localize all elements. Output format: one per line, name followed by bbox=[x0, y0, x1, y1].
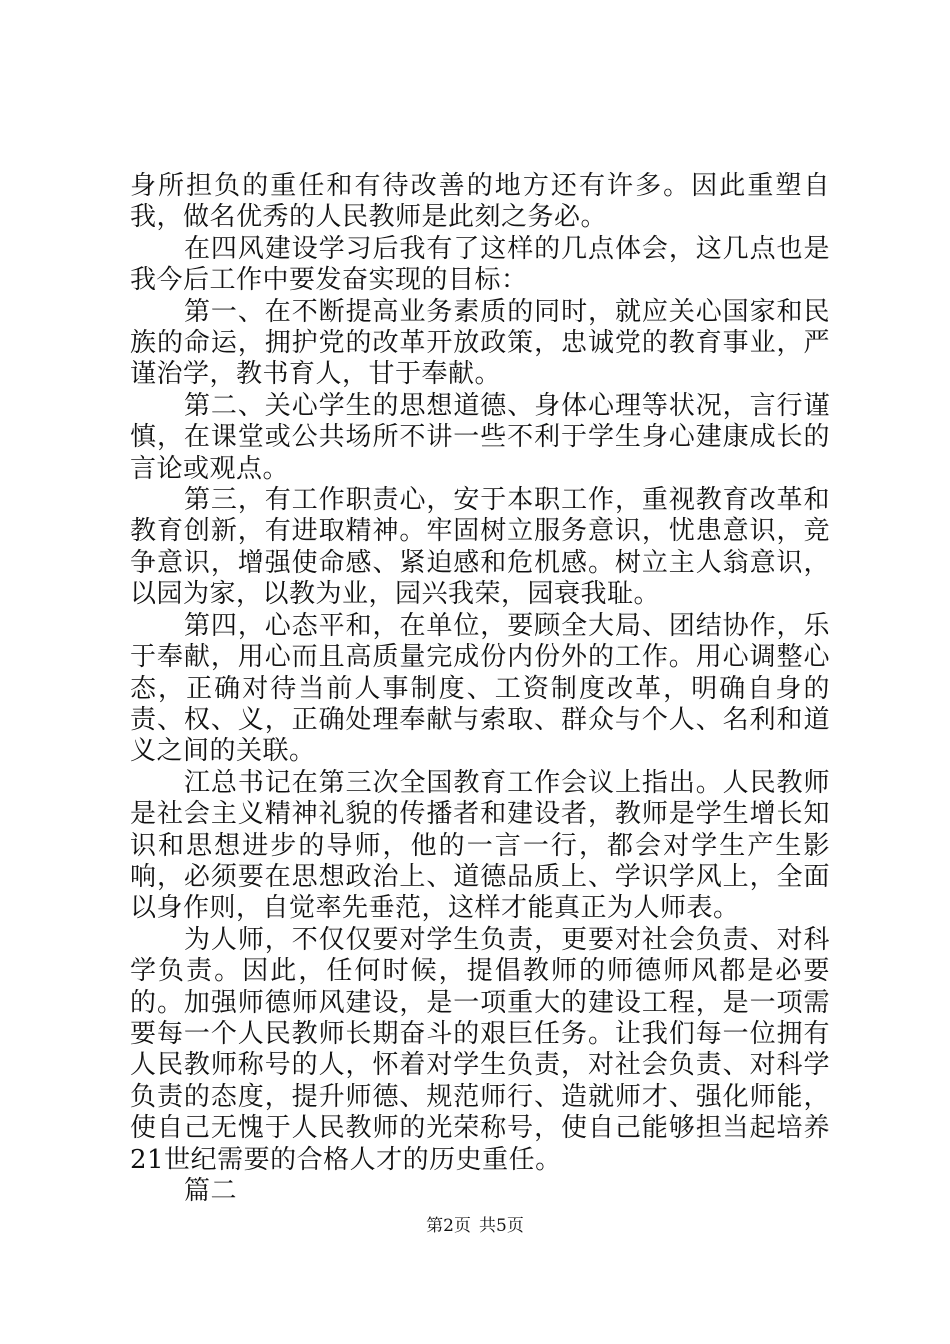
section-heading: 篇二 bbox=[184, 1176, 238, 1206]
page-footer bbox=[0, 1216, 950, 1236]
document-body bbox=[130, 171, 830, 1207]
paragraph-point-three: 第三，有工作职责心，安于本职工作，重视教育改革和教育创新，有进取精神。牢固树立服务意识，忧患意识，竞争意识，增强使命感、紧迫感和危机感。树立主人翁意识，以园为家，以教为业，园兴我荣，园衰我耻。 bbox=[130, 485, 830, 610]
paragraph-point-four: 第四，心态平和，在单位，要顾全大局、团结协作，乐于奉献，用心而且高质量完成份内份外的工作。用心调整心态，正确对待当前人事制度、工资制度改革，明确自身的责、权、义，正确处理奉献与索取、群众与个人、名利和道义之间的关联。 bbox=[130, 610, 830, 767]
paragraph-point-two: 第二、关心学生的思想道德、身体心理等状况，言行谨慎，在课堂或公共场所不讲一些不利于学生身心建康成长的言论或观点。 bbox=[130, 390, 830, 484]
paragraph-continuation: 身所担负的重任和有待改善的地方还有许多。因此重塑自我，做名优秀的人民教师是此刻之务必。 bbox=[130, 171, 830, 233]
paragraph-conclusion: 为人师，不仅仅要对学生负责，更要对社会负责、对科学负责。因此，任何时候，提倡教师的师德师风都是必要的。加强师德师风建设，是一项重大的建设工程，是一项需要每一个人民教师长期奋斗的艰巨任务。让我们每一位拥有人民教师称号的人，怀着对学生负责，对社会负责、对科学负责的态度，提升师德、规范师行、造就师才、强化师能，使自己无愧于人民教师的光荣称号，使自己能够担当起培养21世纪需要的合格人才的历史重任。 bbox=[130, 924, 830, 1175]
page-total: 共5页 bbox=[479, 1216, 524, 1236]
paragraph-intro: 在四风建设学习后我有了这样的几点体会，这几点也是我今后工作中要发奋实现的目标： bbox=[130, 233, 830, 296]
paragraph-quote: 江总书记在第三次全国教育工作会议上指出。人民教师是社会主义精神礼貌的传播者和建设者，教师是学生增长知识和思想进步的导师，他的一言一行，都会对学生产生影响，必须要在思想政治上、道德品质上、学识学风上，全面以身作则，自觉率先垂范，这样才能真正为人师表。 bbox=[130, 767, 830, 924]
page-number: 第2页 bbox=[426, 1216, 471, 1236]
paragraph-point-one: 第一、在不断提高业务素质的同时，就应关心国家和民族的命运，拥护党的改革开放政策，忠诚党的教育事业，严谨治学，教书育人，甘于奉献。 bbox=[130, 296, 830, 390]
